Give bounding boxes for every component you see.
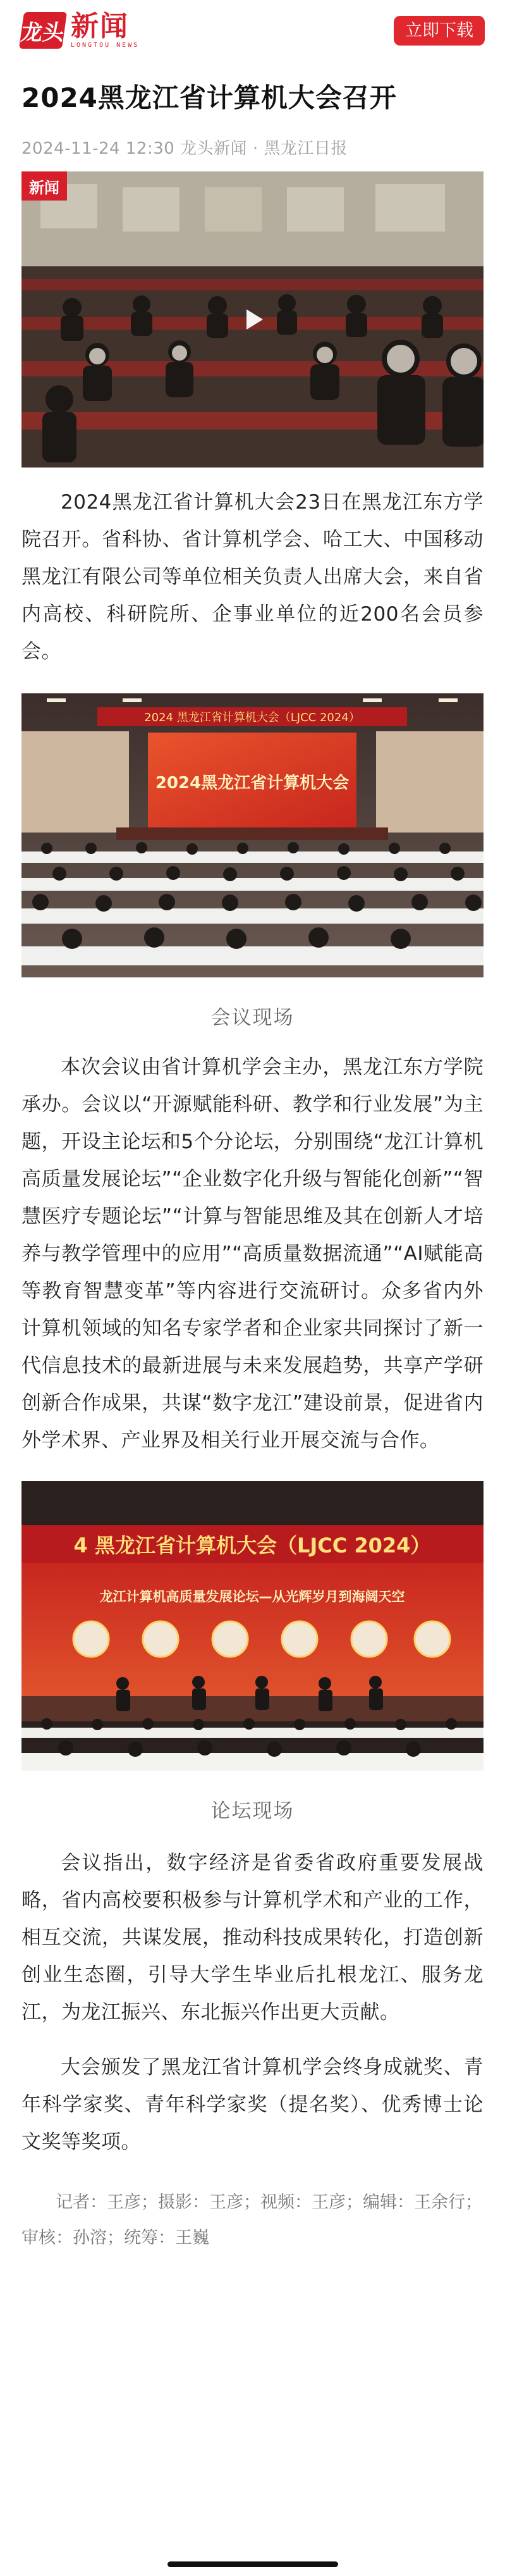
- logo-text: [71, 9, 140, 49]
- article-credits: 记者：王彦；摄影：王彦；视频：王彦；编辑：王余行；审核：孙溶；统筹：王巍: [21, 2193, 482, 2248]
- forum-banner-text: 4 黑龙江省计算机大会（LJCC 2024）: [73, 1533, 431, 1558]
- video-player[interactable]: [21, 171, 484, 468]
- paragraph-3: 会议指出，数字经济是省委省政府重要发展战略，省内高校要积极参与计算机学术和产业的工作，相互交流，共谋发展，推动科技成果转化，打造创新创业生态圈，引导大学生毕业后扎根龙江、服务龙江，为龙江振兴、东北振兴作出更大贡献。: [21, 1852, 484, 2024]
- article-meta: 2024-11-24 12:30 龙头新闻 · 黑龙江日报: [21, 139, 348, 159]
- caption-forum: 论坛现场: [210, 1800, 295, 1823]
- logo-mark-icon: 龙头: [19, 12, 67, 49]
- app-logo[interactable]: [19, 9, 140, 49]
- video-watermark-logo: 新闻: [21, 171, 67, 201]
- paragraph-4: 大会颁发了黑龙江省计算机学会终身成就奖、青年科学家奖、青年科学家奖（提名奖）、优秀博士论文奖等奖项。: [21, 2056, 484, 2154]
- top-bar: [0, 0, 505, 61]
- stage-screen-text: 2024黑龙江省计算机大会: [155, 774, 350, 793]
- forum-panel-image: [21, 1481, 484, 1771]
- play-icon[interactable]: [239, 306, 267, 333]
- paragraph-1: 2024黑龙江省计算机大会23日在黑龙江东方学院召开。省科协、省计算机学会、哈工大、中国移动黑龙江有限公司等单位相关负责人出席大会，来自省内高校、科研院所、企事业单位的近200名会员参会。: [21, 491, 484, 664]
- photo-forum-panel[interactable]: [21, 1481, 484, 1771]
- forum-screen-title: 龙江计算机高质量发展论坛—从光辉岁月到海阔天空: [99, 1589, 405, 1605]
- logo-subtitle: LONGTOU NEWS: [71, 41, 140, 49]
- article-title: 2024黑龙江省计算机大会召开: [21, 82, 397, 113]
- photo-conference-hall[interactable]: [21, 693, 484, 977]
- caption-conference-hall: 会议现场: [210, 1006, 295, 1030]
- home-indicator[interactable]: [167, 2561, 338, 2567]
- logo-title: 新闻: [71, 9, 129, 42]
- stage-banner-text: 2024 黑龙江省计算机大会（LJCC 2024）: [144, 711, 360, 725]
- conference-hall-image: [21, 693, 484, 977]
- paragraph-2: 本次会议由省计算机学会主办，黑龙江东方学院承办。会议以“开源赋能科研、教学和行业发展”为主题，开设主论坛和5个分论坛，分别围绕“龙江计算机高质量发展论坛”“企业数字化升级与智能化创新”“智慧医疗专题论坛”“计算与智能思维及其在创新人才培养与教学管理中的应用”“高质量数据流通”“AI赋能高等教育智慧变革”等内容进行交流研讨。众多省内外计算机领域的知名专家学者和企业家共同探讨了新一代信息技术的最新进展与未来发展趋势，共享产学研创新合作成果，共谋“数字龙江”建设前景，促进省内外学术界、产业界及相关行业开展交流与合作。: [21, 1056, 484, 1452]
- download-now-button[interactable]: 立即下载: [394, 16, 485, 46]
